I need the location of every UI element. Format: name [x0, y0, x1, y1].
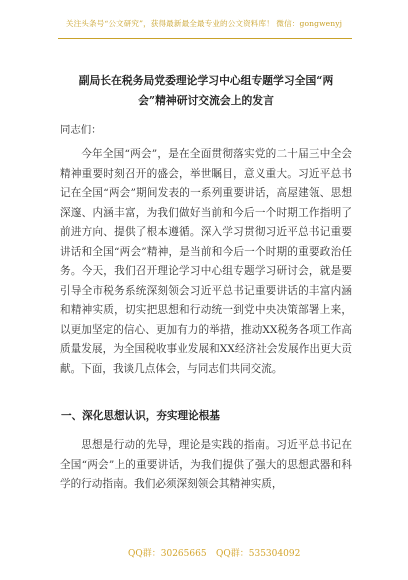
salutation: 同志们：: [60, 124, 102, 136]
document-title-line-2: 会”精神研讨交流会上的发言: [138, 94, 274, 107]
section-heading-1: 一、深化思想认识，夯实理论根基: [61, 410, 220, 422]
header-divider: [58, 38, 352, 39]
document-title-line-1: 副局长在税务局党委理论学习中心组专题学习全国“两: [78, 74, 334, 87]
footer-qq-group-1: QQ群：30265665: [128, 549, 207, 559]
footer-qq-group-2: QQ群：535304092: [216, 549, 301, 559]
body-paragraph-1: 今年全国“两会”，是在全面贯彻落实党的二十届三中全会精神重要时刻召开的盛会，举世瞩目，意义重大。习近平总书记在全国“两会”期间发表的一系列重要讲话，高屋建瓴、思想深邃、内涵丰富，为我们做好当前和今后一个时期工作指明了前进方向、提供了根本遵循。深入学习贯彻习近平总书记重要讲话和全国“两会”精神，是当前和今后一个时期的重要政治任务。今天，我们召开理论学习中心组专题学习研讨会，就是要引导全市税务系统深刻领会习近平总书记重要讲话的丰富内涵和精神实质，切实把思想和行动统一到党中央决策部署上来，以更加坚定的信心、更加有力的举措，推动XX税务各项工作高质量发展，为全国税收事业发展和XX经济社会发展作出更大贡献。下面，我谈几点体会，与同志们共同交流。: [60, 148, 352, 375]
body-paragraph-2: 思想是行动的先导，理论是实践的指南。习近平总书记在全国“两会”上的重要讲话，为我们提供了强大的思想武器和科学的行动指南。我们必须深刻领会其精神实质，: [60, 439, 352, 490]
footer: [0, 546, 408, 560]
header-notice: 关注头条号“公文研究”，获得最新最全最专业的公文资料库！ 微信：gongwenyj: [65, 19, 343, 28]
